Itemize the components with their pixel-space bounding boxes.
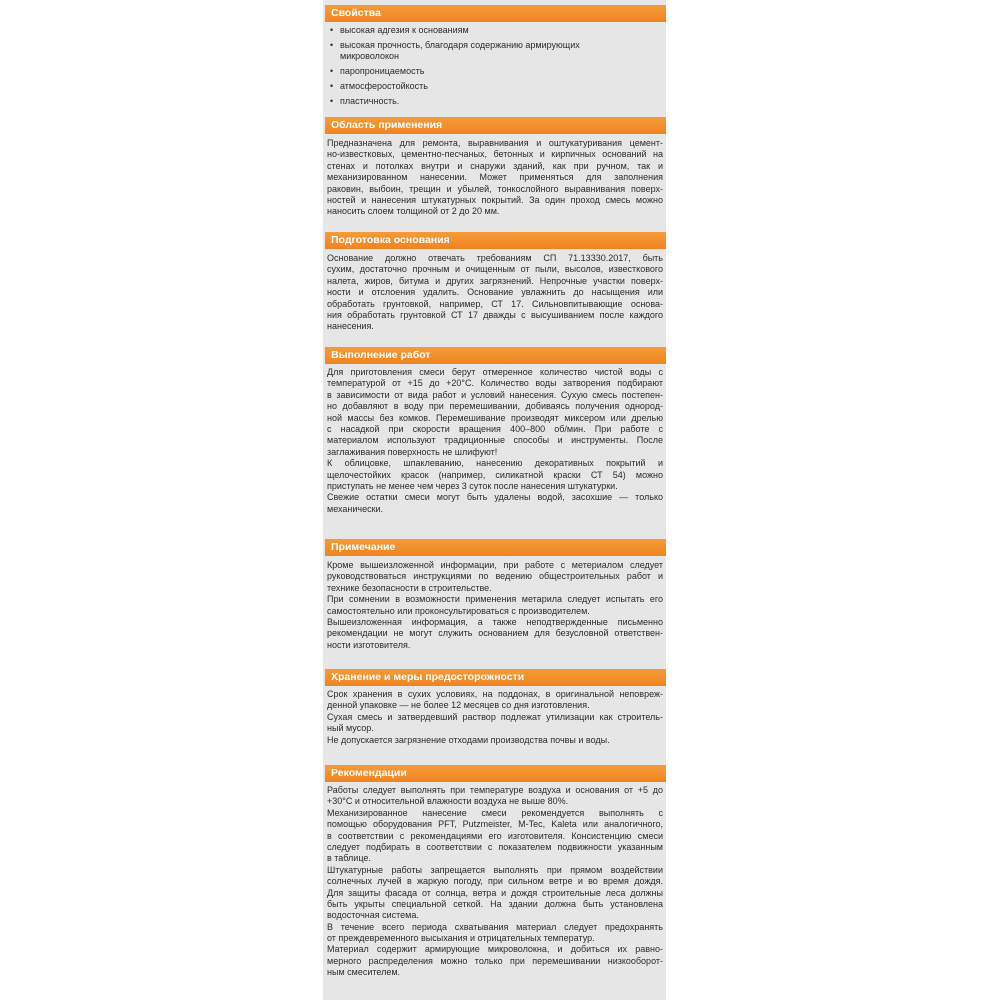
list-item: • высокая адгезия к основаниям [330, 25, 469, 35]
bullet-icon: • [330, 25, 334, 35]
text-line: стенах и потолках внутри и снаружи зданий, как при ручном, так и [327, 160, 663, 171]
text-line: ности и отслоения удалить. Основание увлажнить до насыщения или [327, 287, 663, 298]
section-header-storage-safety: Хранение и меры предосторожности [325, 669, 666, 686]
list-item: • атмосферостойкость [330, 81, 428, 92]
text-line: сухим, достаточно прочным и очищенным от пыли, высолов, известкового [327, 264, 663, 275]
text-line: в зависимости от вида работ и условий нанесения. Сухую смесь постепен- [327, 389, 663, 400]
text-line: ния обработать грунтовкой СТ 17 дважды с высушиванием после каждого [327, 309, 663, 320]
text-line: наносить слоем толщиной от 2 до 20 мм. [327, 206, 500, 217]
text-line: При сомнении в возможности применения метарила следует испытать его [327, 594, 663, 605]
text-line: Основание должно отвечать требованиям СП 71.13330.2017, быть [327, 253, 663, 263]
text-line: +30°С и относительной влажности воздуха не выше 80%. [327, 796, 569, 807]
text-line: заглаживания поверхность не шлифуют! [327, 446, 498, 457]
text-line: Предназначена для ремонта, выравнивания и оштукатуривания цемент- [327, 138, 663, 148]
text-line: солнечных лучей в жаркую погоду, при сильном ветре и во время дождя. [327, 876, 663, 887]
text-line: К облицовке, шпаклеванию, нанесению декоративных покрытий и [327, 458, 663, 469]
text-line: приступать не менее чем через 3 суток после нанесения штукатурки. [327, 480, 618, 491]
section-header-properties: Свойства [325, 5, 666, 22]
text-line: Работы следует выполнять при температуре воздуха и основания от +5 до [327, 785, 663, 795]
text-line: самостоятельно или проконсультироваться с производителем. [327, 605, 590, 616]
text-line: быть укрыты специальной сеткой. На здании должна быть установлена [327, 898, 663, 909]
text-line: Срок хранения в сухих условиях, на поддонах, в оригинальной неповреж- [327, 689, 663, 699]
text-line: Для защиты фасада от солнца, ветра и дождя строительные леса должны [327, 887, 663, 898]
text-line: нанесения. [327, 321, 374, 332]
section-header-recommendations: Рекомендации [325, 765, 666, 782]
bullet-icon: • [330, 96, 334, 107]
text-line: мерного распределения можно только при перемешивании низкооборот- [327, 955, 663, 966]
text-line: Кроме вышеизложенной информации, при работе с метериалом следует [327, 560, 663, 570]
text-line: щелочестойких красок (например, силикатной краски СТ 54) можно [327, 469, 663, 480]
text-line: технике безопасности в строительстве. [327, 582, 492, 593]
list-item: • высокая прочность, благодаря содержанию армирующих микроволокон [330, 39, 580, 62]
section-body-surface-preparation [327, 253, 663, 333]
section-body-application-area [327, 138, 663, 218]
bullet-icon: • [330, 66, 334, 77]
text-line: ной массы без комков. Перемешивание производят миксером или дрелью [327, 412, 663, 423]
text-line: ный мусор. [327, 723, 374, 734]
list-item: • паропроницаемость [330, 66, 425, 77]
text-line: Свежие остатки смеси могут быть удалены водой, засохшие — только [327, 492, 663, 503]
text-line: от преждевременного высыхания и отрицательных температур. [327, 933, 595, 944]
text-line: водосточная система. [327, 910, 419, 921]
text-line: Вышеизложенная информация, а также неподтвержденные письменно [327, 616, 663, 627]
text-line: рекомендации не могут служить основанием для безусловной ответствен- [327, 628, 663, 639]
section-header-work-execution: Выполнение работ [325, 347, 666, 364]
datasheet-column [323, 0, 666, 1000]
text-line: механизированном нанесении. Может применяться для заполнения [327, 172, 663, 183]
text-line: в соответствии с рекомендациями его изготовителя. Консистенцию смеси [327, 830, 663, 841]
section-body-recommendations [327, 785, 663, 979]
text-line: но добавляют в воду при перемешивании, добиваясь получения однород- [327, 401, 663, 412]
section-header-surface-preparation: Подготовка основания [325, 232, 666, 249]
text-line: раковин, выбоин, трещин и убылей, тонкослойного выравнивания поверх- [327, 183, 663, 194]
text-line: руководствоваться инструкциями по ведению общестроительных работ и [327, 571, 663, 582]
section-header-note: Примечание [325, 539, 666, 556]
text-line: денной упаковке — не более 12 месяцев со дня изготовления. [327, 700, 590, 711]
text-line: обработать грунтовкой, например, СТ 17. Сильновпитывающие основа- [327, 298, 663, 309]
text-line: с насадкой при скорости вращения 400–800 об/мин. При работе с [327, 423, 663, 434]
text-line: В течение всего периода схватывания материал следует предохранять [327, 921, 663, 932]
text-line: температурой от +15 до +20°С. Количество воды затворения подбирают [327, 378, 663, 389]
text-line: Сухая смесь и затвердевший раствор подлежат утилизации как строитель- [327, 711, 663, 722]
section-body-storage-safety [327, 689, 663, 746]
section-body-work-execution [327, 367, 663, 515]
text-line: Не допускается загрязнение отходами производства почвы и воды. [327, 734, 610, 745]
section-body-note [327, 560, 663, 651]
section-header-application-area: Область применения [325, 117, 666, 134]
text-line: в таблице. [327, 853, 371, 864]
text-line: Штукатурные работы запрещается выполнять при прямом воздействии [327, 864, 663, 875]
text-line: Механизированное нанесение смеси рекомендуется выполнять с [327, 807, 663, 818]
text-line: материалом используют традиционные способы и инструменты. После [327, 435, 663, 446]
text-line: механически. [327, 503, 384, 514]
bullet-icon: • [330, 39, 334, 50]
properties-list [327, 25, 663, 111]
list-item: • пластичность. [330, 96, 400, 107]
text-line: помощью оборудования PFT, Putzmeister, M-Tec, Kaleta или аналогичного, [327, 819, 663, 830]
bullet-icon: • [330, 81, 334, 92]
text-line: следует подбирать в соответствии с показателем подвижности указанным [327, 841, 663, 852]
text-line: ным смесителем. [327, 967, 401, 978]
text-line: но-известковых, цементно-песчаных, бетонных и кирпичных оснований на [327, 149, 663, 160]
text-line: Материал содержит армирующие микроволокна, и добиться их равно- [327, 944, 663, 955]
text-line: ностей и нанесения штукатурных покрытий. За один проход смесь можно [327, 194, 663, 205]
text-line: ности изготовителя. [327, 639, 411, 650]
text-line: налета, жиров, битума и других загрязнений. Непрочные участки поверх- [327, 275, 663, 286]
text-line: Для приготовления смеси берут отмеренное количество чистой воды с [327, 367, 663, 377]
